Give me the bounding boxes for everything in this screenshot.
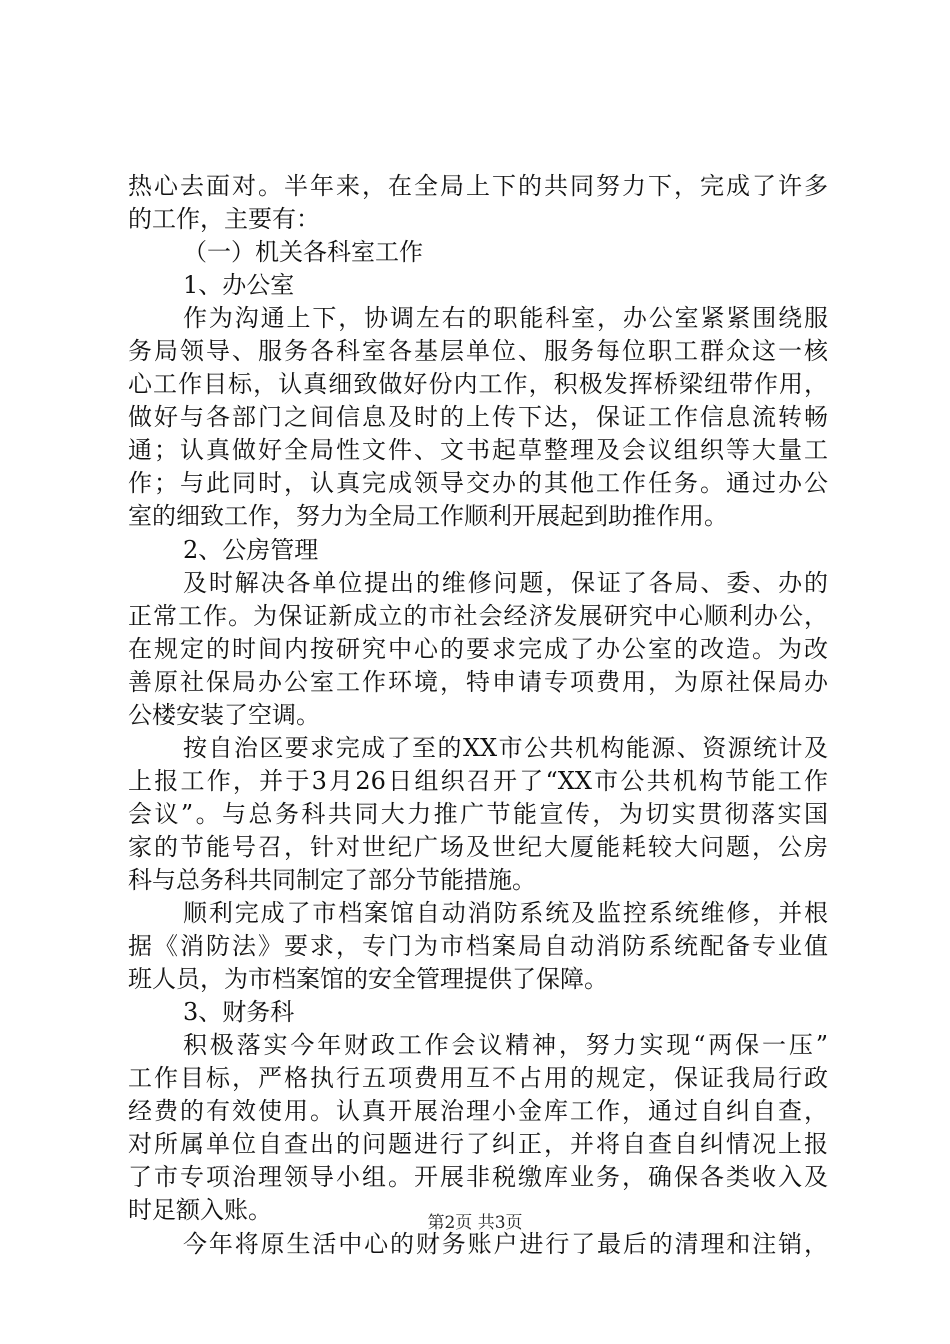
text-line: 心工作目标，认真细致做好份内工作，积极发挥桥梁纽带作用， [128, 370, 828, 399]
text-line: 室的细致工作，努力为全局工作顺利开展起到助推作用。 [128, 502, 728, 531]
text-line: 作；与此同时，认真完成领导交办的其他工作任务。通过办公 [128, 469, 828, 498]
text-line: 对所属单位自查出的问题进行了纠正，并将自查自纠情况上报 [128, 1130, 828, 1159]
text-line: 作为沟通上下，协调左右的职能科室，办公室紧紧围绕服 [183, 304, 828, 333]
text-line: 善原社保局办公室工作环境，特申请专项费用，为原社保局办 [128, 667, 828, 696]
text-line: 时足额入账。 [128, 1196, 272, 1225]
text-line: 按自治区要求完成了至的XX市公共机构能源、资源统计及 [183, 733, 828, 762]
text-line: 公楼安装了空调。 [128, 700, 320, 729]
text-line: 在规定的时间内按研究中心的要求完成了办公室的改造。为改 [128, 634, 828, 663]
text-line: 了市专项治理领导小组。开展非税缴库业务，确保各类收入及 [128, 1163, 828, 1192]
text-line: 家的节能号召，针对世纪广场及世纪大厦能耗较大问题，公房 [128, 832, 828, 861]
text-line: 正常工作。为保证新成立的市社会经济发展研究中心顺利办公， [128, 601, 828, 630]
text-line: 做好与各部门之间信息及时的上传下达，保证工作信息流转畅 [128, 403, 828, 432]
section-heading: 3、财务科 [183, 998, 295, 1027]
section-heading: （一）机关各科室工作 [183, 238, 423, 267]
text-line: 工作目标，严格执行五项费用互不占用的规定，保证我局行政 [128, 1064, 828, 1093]
text-line: 据《消防法》要求，专门为市档案局自动消防系统配备专业值 [128, 932, 828, 961]
text-line: 及时解决各单位提出的维修问题，保证了各局、委、办的 [183, 568, 828, 597]
text-line: 的工作，主要有： [128, 205, 320, 234]
text-line: 顺利完成了市档案馆自动消防系统及监控系统维修，并根 [183, 899, 828, 928]
text-line: 上报工作，并于3月26日组织召开了“XX市公共机构节能工作 [128, 766, 828, 795]
text-line: 班人员，为市档案馆的安全管理提供了保障。 [128, 965, 608, 994]
text-line: 会议”。与总务科共同大力推广节能宣传，为切实贯彻落实国 [128, 799, 828, 828]
section-heading: 2、公房管理 [183, 535, 319, 564]
text-line: 通；认真做好全局性文件、文书起草整理及会议组织等大量工 [128, 436, 828, 465]
section-heading: 1、办公室 [183, 271, 295, 300]
text-line: 热心去面对。半年来，在全局上下的共同努力下，完成了许多 [128, 172, 828, 200]
document-body [128, 170, 828, 1261]
text-line: 经费的有效使用。认真开展治理小金库工作，通过自纠自查， [128, 1097, 828, 1126]
text-line: 今年将原生活中心的财务账户进行了最后的清理和注销， [183, 1229, 828, 1258]
text-line: 务局领导、服务各科室各基层单位、服务每位职工群众这一核 [128, 337, 828, 366]
text-line: 积极落实今年财政工作会议精神，努力实现“两保一压” [183, 1031, 828, 1060]
page-footer: 第2页 共3页 [427, 1213, 523, 1233]
text-line: 科与总务科共同制定了部分节能措施。 [128, 865, 536, 894]
